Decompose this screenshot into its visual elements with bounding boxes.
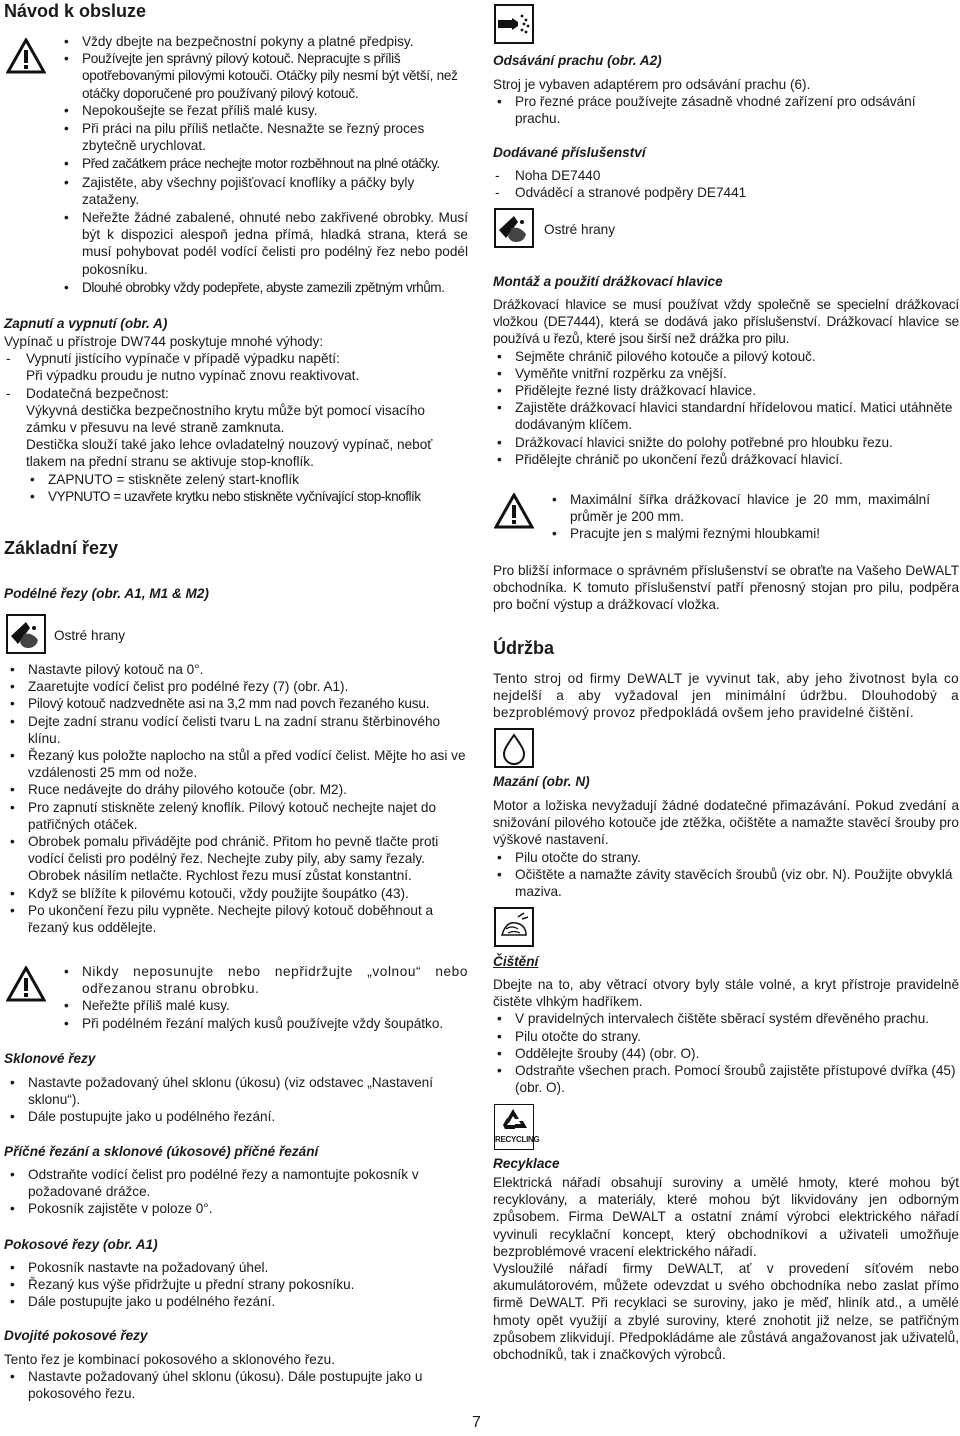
basic-cuts-heading: Základní řezy [4, 538, 119, 558]
recycling-text: Vysloužilé nářadí firmy DeWALT, ať v provedení síťovém nebo akumulátorovém, můžete odevzdat u svého obchodníka nebo zaslat přímo firmě DeWALT. Při recyklaci se suroviny, jako je měď, hliník atd., a umělé hmoty opět využijí a zbylé suroviny, které znohotit již nelze, se patřičným způsobem zlikvidují. Předpokládáme ale zůstává angažovanost jak uživatelů, obchodníků, tak i značkových výrobců. [493, 1261, 959, 1363]
list-item: • Sejměte chránič pilového kotouče a pilový kotouč. [493, 348, 959, 365]
list-item: • Zajistěte drážkovací hlavici standardní hřídelovou maticí. Matici utáhněte dodávaným klíčem. [493, 399, 959, 433]
switch-text: Při výpadku proudu je nutno vypínač znovu reaktivovat. [26, 368, 360, 384]
warning-icon [6, 38, 46, 74]
list-item: • Neřežte příliš malé kusy. [60, 997, 468, 1014]
page-number: 7 [472, 1414, 481, 1431]
warning-icon [494, 493, 534, 529]
list-item: • Pro zapnutí stiskněte zelený knoflík. Pilový kotouč nechejte najet do patřičných otáček. [6, 799, 468, 833]
switch-section [4, 333, 468, 505]
list-item: • Nastavte požadovaný úhel sklonu (úkosu) (viz odstavec „Nastavení sklonu“). [6, 1074, 468, 1108]
list-item: • Nastavte požadovaný úhel sklonu (úkosu). Dále postupujte jako u pokosového řezu. [6, 1368, 468, 1402]
list-item: • Očištěte a namažte závity stavěcích šroubů (viz obr. N). Použijte obvyklá maziva. [493, 866, 959, 900]
switch-intro: Vypínač u přístroje DW744 poskytuje mnohé výhody: [4, 334, 324, 349]
dust-heading: Odsávání prachu (obr. A2) [493, 53, 662, 68]
cleaning-text: Dbejte na to, aby větrací otvory byly stále volné, a kryt přístroje pravidelně čistěte vlhkým hadříkem. [493, 977, 959, 1010]
switch-text: Destička slouží také jako lehce ovladatelný nouzový vypínač, neboť tlakem na přední stranu se aktivuje stop-knoflík. [26, 437, 433, 470]
rip-steps [6, 661, 468, 936]
switch-off: • VYPNUTO = uzavřete krytku nebo stiskněte vyčnívající stop-knoflík [26, 488, 468, 505]
sharp-edges-icon [494, 208, 534, 248]
list-item: • Dejte zadní stranu vodící čelisti tvaru L na zadní stranu štěrbinového klínu. [6, 713, 468, 747]
sharp-edges-label: Ostré hrany [54, 628, 126, 643]
list-item: • Pilový kotouč nadzvedněte asi na 3,2 mm nad povch řezaného kusu. [6, 695, 468, 712]
recycling-icon [494, 1104, 540, 1150]
dust-text: Stroj je vybaven adaptérem pro odsávání prachu (6). [493, 77, 811, 92]
bevel-heading: Sklonové řezy [4, 1051, 96, 1066]
miter-steps [6, 1259, 468, 1311]
switch-text: Výkyvná destička bezpečnostního krytu může být pomocí visacího zámku v přesuvu na levé straně zamknuta. [26, 402, 425, 436]
dust-section [493, 76, 959, 128]
cleaning-section [493, 976, 959, 1096]
miter-heading: Pokosové řezy (obr. A1) [4, 1237, 158, 1252]
compound-intro: Tento řez je kombinací pokosového a sklonového řezu. [4, 1352, 335, 1367]
lubrication-section [493, 797, 959, 900]
accessories-heading: Dodávané příslušenství [493, 145, 646, 160]
page-title: Návod k obsluze [4, 1, 147, 21]
list-item: • Drážkovací hlavici snižte do polohy potřebné pro hloubku řezu. [493, 434, 959, 451]
compound-heading: Dvojité pokosové řezy [4, 1328, 148, 1343]
lubrication-heading: Mazání (obr. N) [493, 774, 590, 789]
list-item: • Oddělejte šrouby (44) (obr. O). [493, 1045, 959, 1062]
list-item: • Nikdy neposunujte nebo nepřidržujte „volnou“ nebo odřezanou stranu obrobku. [60, 963, 468, 997]
switch-item: - Vypnutí jistícího vypínače v případě výpadku napětí: [4, 350, 468, 367]
list-item: • Vždy dbejte na bezpečnostní pokyny a platné předpisy. [60, 33, 468, 50]
top-warnings [60, 33, 468, 296]
dado-section [493, 296, 959, 468]
recycling-section [493, 1174, 959, 1363]
dado-warnings [548, 491, 930, 543]
recycling-icon-label: RECYCLING [495, 1135, 540, 1144]
list-item: • Když se blížíte k pilovému kotouči, vždy použijte šoupátko (43). [6, 885, 468, 902]
recycling-heading: Recyklace [493, 1156, 560, 1171]
rip-heading: Podélné řezy (obr. A1, M1 & M2) [4, 586, 209, 601]
list-item: • Odstraňte všechen prach. Pomocí šroubů zajistěte přístupové dvířka (45) (obr. O). [493, 1062, 959, 1096]
sharp-edges-icon [6, 614, 46, 654]
dado-heading: Montáž a použití drážkovací hlavice [493, 274, 723, 289]
list-item: • Před začátkem práce nechejte motor rozběhnout na plné otáčky. [60, 155, 468, 172]
switch-heading: Zapnutí a vypnutí (obr. A) [4, 316, 168, 331]
list-item: - Odváděcí a stranové podpěry DE7441 [493, 184, 959, 201]
rip-warnings [60, 963, 468, 1032]
list-item: • Pilu otočte do strany. [493, 849, 959, 866]
accessories-list [493, 167, 959, 201]
list-item: • Dále postupujte jako u podélného řezání. [6, 1293, 468, 1310]
lubrication-text: Motor a ložiska nevyžadují žádné dodatečné přimazávání. Pokud zvedání a snižování pilového kotouče jde ztěžka, očištěte a namažte stavěcí šrouby pro výškové nastavení. [493, 798, 959, 848]
cleaning-heading: Čištění [493, 954, 539, 969]
maintenance-heading: Údržba [493, 638, 555, 658]
list-item: • Po ukončení řezu pilu vypněte. Nechejte pilový kotouč doběhnout a řezaný kus oddělejte. [6, 902, 468, 936]
list-item: • Nastavte pilový kotouč na 0°. [6, 661, 468, 678]
dado-text: Drážkovací hlavice se musí používat vždy společně se specielní drážkovací vložkou (DE7444), která se dodává jako příslušenství. Drážkovací hlavice se používá u řezů, které jsou širší než drážka pro pilu. [493, 297, 959, 347]
list-item: • Maximální šířka drážkovací hlavice je 20 mm, maximální průměr je 200 mm. [548, 491, 930, 525]
compound-steps [6, 1368, 468, 1402]
switch-item: - Dodatečná bezpečnost: [4, 385, 468, 402]
oil-drop-icon [494, 728, 534, 768]
dust-extraction-icon [494, 4, 534, 44]
dado-note: Pro bližší informace o správném příslušenství se obraťte na Vašeho DeWALT obchodníka. K tomuto příslušenství patří přenosný stojan pro pilu, podpěra pro boční výstup a drážkovací vložka. [493, 563, 959, 613]
list-item: • Nepokoušejte se řezat příliš malé kusy. [60, 102, 468, 119]
switch-on: • ZAPNUTO = stiskněte zelený start-knoflík [26, 471, 468, 488]
list-item: • Obrobek pomalu přivádějte pod chránič. Přitom ho pevně tlačte proti vodící čelisti pro podélný řez. Nechejte zuby pily, aby samy řezaly. Obrobek násilím netlačte. Rychlost řezu musí zůstat konstantní. [6, 833, 468, 885]
list-item: • Řezaný kus výše přidržujte u přední strany pokosníku. [6, 1276, 468, 1293]
list-item: • Vyměňte vnitřní rozpěrku za vnější. [493, 365, 959, 382]
list-item: • Pokosník nastavte na požadovaný úhel. [6, 1259, 468, 1276]
list-item: - Noha DE7440 [493, 167, 959, 184]
list-item: • Neřežte žádné zabalené, ohnuté nebo zakřivené obrobky. Musí být k dispozici alespoň jedna přímá, hladká strana, která se musí pohybovat podél vodící čelisti pro podélný řez nebo podél pokosníku. [60, 209, 468, 278]
recycling-text: Elektrická nářadí obsahují suroviny a umělé hmoty, které mohou být recyklovány, a materiály, které mohou být likvidovány jen odborným způsobem. Firma DeWALT a ostatní známí výrobci elektrického nářadí vyvinuli recyklační koncept, který obchodníkovi a uživateli umožňuje bezproblémové vracení elektrického nářadí. [493, 1175, 959, 1259]
list-item: • Pilu otočte do strany. [493, 1028, 959, 1045]
list-item: • Při práci na pilu příliš netlačte. Nesnažte se řezný proces zbytečně urychlovat. [60, 120, 468, 154]
maintenance-text: Tento stroj od firmy DeWALT je vyvinut tak, aby jeho životnost byla co nejdelší a aby vyžadoval jen minimální údržbu. Dlouhodobý a bezproblémový provoz předpokládá ovšem jeho pravidelné čištění. [493, 671, 959, 721]
list-item: • Zajistěte, aby všechny pojišťovací knoflíky a páčky byly zataženy. [60, 174, 468, 208]
list-item: • Pokosník zajistěte v poloze 0°. [6, 1200, 468, 1217]
list-item: • Pracujte jen s malými řeznými hloubkami! [548, 525, 930, 542]
list-item: • Zaaretujte vodící čelist pro podélné řezy (7) (obr. A1). [6, 678, 468, 695]
list-item: • Dlouhé obrobky vždy podepřete, abyste zamezili zpětným vrhům. [60, 279, 468, 296]
sharp-edges-label: Ostré hrany [544, 222, 616, 237]
bevel-steps [6, 1074, 468, 1126]
list-item: • Dále postupujte jako u podélného řezání. [6, 1108, 468, 1125]
list-item: • Ruce nedávejte do dráhy pilového kotouče (obr. M2). [6, 781, 468, 798]
cleaning-icon [494, 907, 534, 947]
list-item: • Řezaný kus položte naplocho na stůl a před vodící čelist. Mějte ho asi ve vzdálenosti 25 mm od nože. [6, 747, 468, 781]
list-item: • Pro řezné práce používejte zásadně vhodné zařízení pro odsávání prachu. [493, 93, 959, 127]
list-item: • Odstraňte vodící čelist pro podélné řezy a namontujte pokosník v požadované drážce. [6, 1166, 468, 1200]
cross-heading: Příčné řezání a sklonové (úkosové) příčné řezání [4, 1144, 319, 1159]
list-item: • Přidělejte chránič po ukončení řezů drážkovací hlavicí. [493, 451, 959, 468]
cross-steps [6, 1166, 468, 1218]
list-item: • Používejte jen správný pilový kotouč. Nepracujte s příliš opotřebovanými pilovými kotouči. Otáčky pily nesmí být větší, než otáčky doporučené pro používaný pilový kotouč. [60, 50, 468, 102]
list-item: • Při podélném řezání malých kusů používejte vždy šoupátko. [60, 1015, 468, 1032]
warning-icon [6, 966, 46, 1002]
list-item: • Přidělejte řezné listy drážkovací hlavice. [493, 382, 959, 399]
list-item: • V pravidelných intervalech čištěte sběrací systém dřevěného prachu. [493, 1010, 959, 1027]
